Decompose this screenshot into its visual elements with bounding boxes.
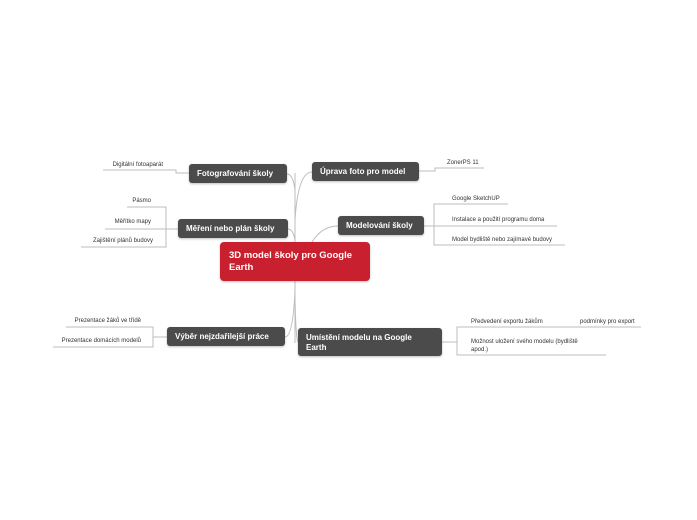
link-mereni [288, 229, 295, 240]
link-modelovani [312, 226, 338, 242]
topic-uprava-foto[interactable]: Úprava foto pro model [312, 162, 419, 181]
link-fotografovani [287, 174, 295, 190]
topic-mereni[interactable]: Měření nebo plán školy [178, 219, 288, 238]
leaf-zajisteni[interactable]: Zajištění plánů budovy [92, 238, 153, 244]
leaf-instalace[interactable]: Instalace a použití programu doma [452, 217, 545, 223]
central-topic[interactable]: 3D model školy pro Google Earth [220, 242, 370, 281]
leaf-prezentace-trida[interactable]: Prezentace žáků ve třídě [74, 318, 141, 324]
leaf-meritko[interactable]: Měřítko mapy [114, 219, 151, 225]
link-uprava [295, 172, 312, 220]
topic-fotografovani[interactable]: Fotografování školy [189, 164, 287, 183]
topic-vyber[interactable]: Výběr nejzdařilejší práce [167, 327, 285, 346]
leaf-fotoaparat[interactable]: Digitální fotoaparát [112, 162, 163, 168]
topic-modelovani[interactable]: Modelování školy [338, 216, 424, 235]
leaf-moznost[interactable]: Možnost uložení svého modelu (bydliště apod.) [471, 339, 578, 353]
leaf-zonerps[interactable]: ZonerPS 11 [447, 160, 479, 166]
leaf-bydliste[interactable]: Model bydliště nebo zajímavé budovy [452, 237, 553, 243]
leaf-predvedeni[interactable]: Předvedení exportu žákům [471, 319, 543, 325]
leaf-podminky[interactable]: podmínky pro export [580, 319, 635, 325]
leaf-prezentace-domaci[interactable]: Prezentace domácích modelů [61, 338, 141, 344]
topic-umisteni[interactable]: Umístění modelu na Google Earth [298, 328, 442, 356]
link-vyber [285, 290, 295, 337]
leaf-sketchup[interactable]: Google SketchUP [452, 196, 500, 202]
leaf-pasmo[interactable]: Pásmo [132, 198, 151, 204]
